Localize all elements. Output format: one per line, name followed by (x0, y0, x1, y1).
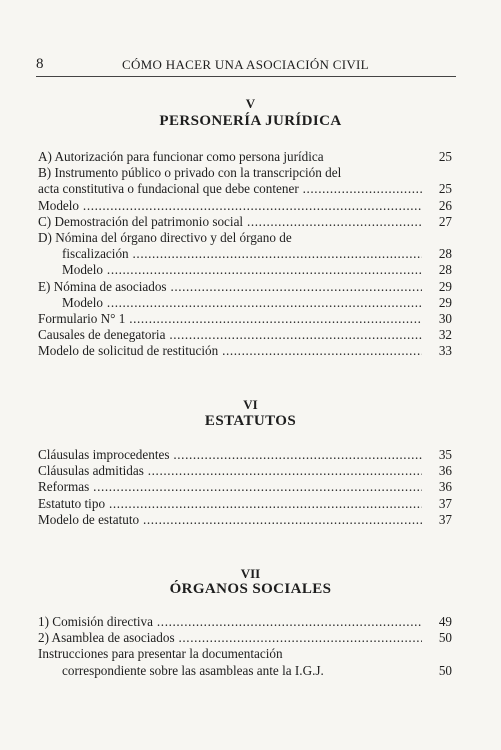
toc-page-number: 26 (438, 197, 452, 213)
section-number: VII (240, 566, 261, 581)
toc-list (38, 614, 452, 679)
section-title: PERSONERÍA JURÍDICA (159, 113, 342, 129)
toc-page-number: 29 (438, 294, 452, 310)
toc-entry[interactable] (38, 198, 452, 214)
toc-entry-text: acta constitutiva o fundacional que debe contener ..... (38, 181, 422, 197)
toc-entry[interactable] (38, 646, 452, 662)
toc-entry[interactable] (38, 630, 452, 646)
toc-entry[interactable] (38, 463, 452, 479)
toc-page-number: 37 (438, 511, 452, 527)
toc-page-number: 25 (438, 149, 452, 164)
toc-list (38, 149, 452, 359)
toc-entry[interactable] (38, 246, 452, 262)
toc-page-number: 36 (438, 463, 452, 479)
section-title: ESTATUTOS (204, 413, 297, 429)
toc-entry-text: Cláusulas admitidas ..... (38, 463, 422, 479)
toc-entry[interactable] (38, 614, 452, 630)
running-header (36, 56, 456, 77)
toc-entry-text: A) Autorización para funcionar como persona jurídica (38, 149, 324, 164)
toc-page-number: 30 (438, 310, 452, 326)
toc-page-number: 36 (438, 479, 452, 495)
toc-entry-text: Modelo ..... (38, 198, 422, 214)
toc-page-number: 28 (438, 246, 452, 262)
running-title: CÓMO HACER UNA ASOCIACIÓN CIVIL (122, 57, 369, 72)
toc-entry-text: Causales de denegatoria ..... (38, 327, 422, 343)
toc-entry[interactable] (38, 149, 452, 165)
toc-entry[interactable] (38, 447, 452, 463)
toc-page-number: 50 (438, 630, 452, 646)
section-number: V (245, 96, 256, 111)
toc-entry[interactable] (38, 262, 452, 278)
toc-entry[interactable] (38, 663, 452, 679)
toc-entry[interactable] (38, 479, 452, 495)
toc-entry-text: Reformas ..... (38, 479, 422, 495)
toc-page-number: 33 (438, 343, 452, 359)
toc-entry-text: fiscalización ..... (62, 246, 422, 262)
toc-entry[interactable] (38, 181, 452, 197)
toc-entry-text: Estatuto tipo ..... (38, 496, 422, 512)
toc-list (38, 447, 452, 528)
toc-entry-text: Modelo de estatuto ..... (38, 512, 422, 528)
page-number: 8 (36, 56, 44, 72)
toc-entry[interactable] (38, 295, 452, 311)
toc-entry-text: D) Nómina del órgano directivo y del órgano de (38, 229, 292, 245)
toc-entry-text: Cláusulas improcedentes ..... (38, 447, 422, 463)
toc-entry[interactable] (38, 214, 452, 230)
toc-entry-text: correspondiente sobre las asambleas ante la I.G.J. (62, 662, 324, 678)
toc-entry-text: E) Nómina de asociados ..... (38, 279, 422, 295)
toc-entry[interactable] (38, 327, 452, 343)
toc-page-number: 27 (438, 213, 452, 229)
toc-entry-text: Instrucciones para presentar la documentación (38, 646, 283, 662)
toc-entry-text: C) Demostración del patrimonio social ..... (38, 214, 422, 230)
section-number: VI (243, 397, 258, 412)
toc-entry-text: Modelo de solicitud de restitución ..... (38, 343, 422, 359)
toc-entry-text: Modelo ..... (62, 295, 422, 311)
toc-entry[interactable] (38, 165, 452, 181)
toc-entry-text: 1) Comisión directiva ..... (38, 614, 422, 630)
toc-page-number: 37 (438, 495, 452, 511)
toc-entry[interactable] (38, 343, 452, 359)
toc-entry-text: Modelo ..... (62, 262, 422, 278)
toc-page-number: 35 (438, 447, 452, 462)
toc-page-number: 49 (438, 614, 452, 629)
section-title: ÓRGANOS SOCIALES (169, 581, 332, 597)
toc-page-number: 28 (438, 262, 452, 278)
toc-entry-text: B) Instrumento público o privado con la transcripción del (38, 165, 342, 181)
toc-entry[interactable] (38, 230, 452, 246)
toc-page-number: 50 (438, 662, 452, 678)
toc-entry-text: Formulario N° 1 ..... (38, 311, 422, 327)
toc-entry-text: 2) Asamblea de asociados ..... (38, 630, 422, 646)
toc-entry[interactable] (38, 496, 452, 512)
toc-entry[interactable] (38, 279, 452, 295)
toc-page-number: 25 (438, 181, 452, 197)
toc-entry[interactable] (38, 311, 452, 327)
toc-page-number: 29 (438, 278, 452, 294)
toc-entry[interactable] (38, 512, 452, 528)
toc-page-number: 32 (438, 327, 452, 343)
